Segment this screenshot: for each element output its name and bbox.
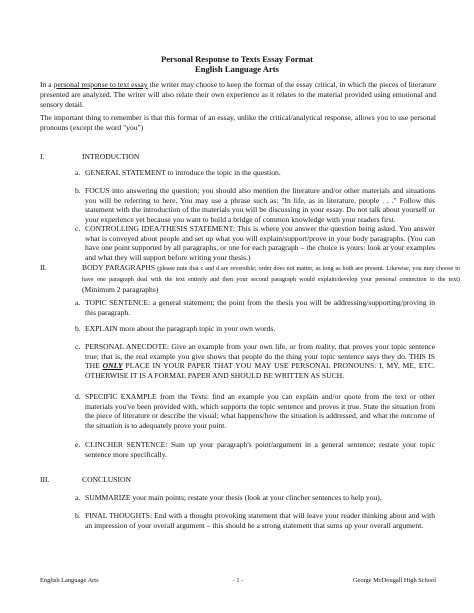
footer-school: George McDougall High School	[352, 577, 436, 584]
section-heading: BODY PARAGRAPHS	[82, 263, 156, 272]
intro-paragraph: In a personal response to text essay the writer may choose to keep the format of the essay critical, in which the pieces of literature presented are analyzed. The writer will also relate their own experience as it relates to the material provided using emotional and sensory detail.	[40, 80, 436, 109]
list-item: c. PERSONAL ANECDOTE: Give an example from your own life, or from reality, that proves your topic sentence true; that is, the real example you give shows that people do the thing your topic sentence says they do. THIS IS THE ONLY PLACE IN YOUR PAPER THAT YOU MAY USE PERSONAL PRONOUNS: I, MY, ME, ETC. OTHERWISE IT IS A FORMAL PAPER AND SHOULD BE WRITTEN AS SUCH.	[75, 342, 435, 381]
list-item: d. SPECIFIC EXAMPLE from the Texts: find an example you can explain and/or quote from the text or other materials you've been provided with, which supports the topic sentence and proves it true. State the situation from the piece of literature or describe the visual; what happens/how the situation is addressed, and what the outcome of the situation is to adequately prove your point.	[75, 392, 435, 431]
section-heading: CONCLUSION	[82, 475, 131, 484]
list-item: e. CLINCHER SENTENCE: Sum up your paragraph's point/argument in a general sentence; restate your topic sentence more specifically.	[75, 440, 435, 459]
list-item: c. CONTROLLING IDEA/THESIS STATEMENT: This is where you answer the question being asked. You answer what is conveyed about people and set up what you will explain/support/prove in your body paragraphs. (You can have one point supported by all paragraphs, or one for each paragraph – the choice is yours: look at your examples and what they will support before writing your thesis.)	[75, 224, 435, 263]
footer-page-number: - 1 -	[232, 577, 244, 584]
list-item: b. FOCUS into answering the question; you should also mention the literature and/or other materials and situations you will be referring to here. You may use a phrase such as: "In life, as in literature, people . . ." Follow this statement with the introduction of the materials you will be discussing in your essay. Do not talk about yourself or your experience yet because you want to build a bridge of common knowledge with your readers first.	[75, 186, 435, 225]
section-number: II.	[40, 263, 47, 272]
list-item: b. FINAL THOUGHTS: End with a thought provoking statement that will leave your reader thinking about and with an impression of your overall argument – this should be a strong statement that sums up your overall argument.	[75, 511, 435, 530]
list-item: a. SUMMARIZE your main points; restate your thesis (look at your clincher sentences to help you).	[75, 493, 382, 502]
list-item: a. GENERAL STATEMENT to introduce the topic in the question.	[75, 168, 281, 177]
section-heading: INTRODUCTION	[82, 152, 140, 161]
footer-course: English Language Arts	[40, 577, 99, 584]
term-personal-response: personal response to text essay	[53, 80, 148, 89]
page-title: Personal Response to Texts Essay Format	[160, 54, 314, 64]
list-item: b. EXPLAIN more about the paragraph topic in your own words.	[75, 324, 276, 333]
pronoun-paragraph: The important thing to remember is that this format of an essay, unlike the critical/analytical response, allows you to use personal pronouns (except the word "you")	[40, 113, 436, 132]
only-emphasis: ONLY	[102, 361, 123, 371]
section-number: I.	[40, 152, 45, 161]
section-minimum: (Minimum 2 paragraphs)	[82, 285, 159, 294]
page-footer	[40, 577, 436, 587]
section-number: III.	[40, 475, 50, 484]
list-item: a. TOPIC SENTENCE: a general statement; the point from the thesis you will be addressing/supporting/proving in this paragraph.	[75, 298, 435, 317]
page-subtitle: English Language Arts	[194, 64, 280, 74]
section-note: (please note that c and d are reversible; order does not matter, as long as both are present. Likewise, you may choose to have one paragraph deal with the text entirely and then your second paragraph would explain/develop your personal connection to the text)	[82, 265, 461, 283]
